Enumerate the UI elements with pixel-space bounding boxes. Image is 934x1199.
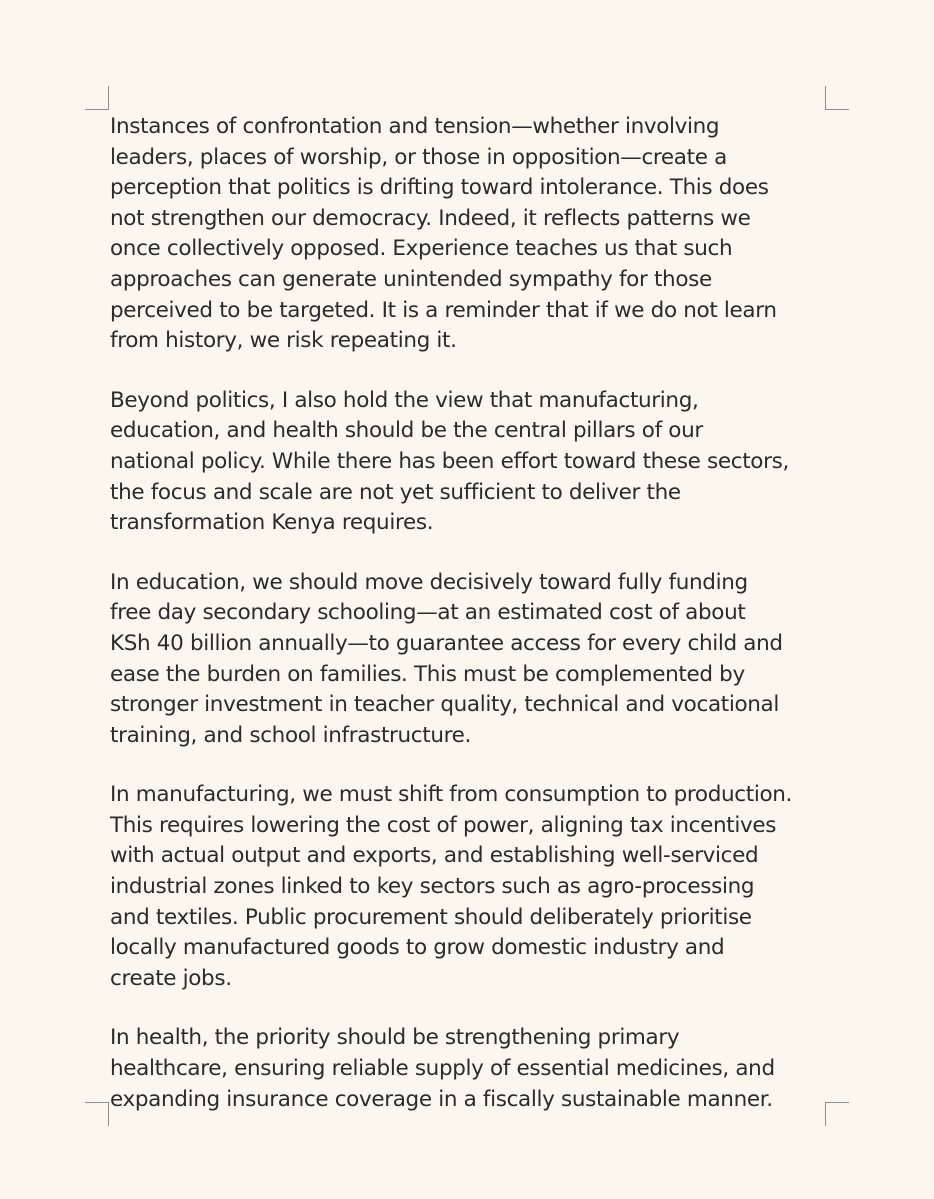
document-body bbox=[110, 112, 830, 1144]
crop-mark-top-left-icon bbox=[85, 86, 109, 110]
paragraph-democracy: Instances of confrontation and tension—whether involving leaders, places of worship, or those in opposition—create a perception that politics is drifting toward intolerance. This does not strengthen our democracy. Indeed, it reflects patterns we once collectively opposed. Experience teaches us that such approaches can generate unintended sympathy for those perceived to be targeted. It is a reminder that if we do not learn from history, we risk repeating it. bbox=[110, 114, 777, 354]
paragraph-education: In education, we should move decisively toward fully funding free day secondary schooling—at an estimated cost of about KSh 40 billion annually—to guarantee access for every child and ease the burden on families. This must be complemented by stronger investment in teacher quality, technical and vocational training, and school infrastructure. bbox=[110, 569, 783, 748]
paragraph-policy-pillars: Beyond politics, I also hold the view that manufacturing, education, and health should be the central pillars of our national policy. While there has been effort toward these sectors, the focus and scale are not yet sufficient to deliver the transformation Kenya requires. bbox=[110, 387, 789, 536]
paragraph-manufacturing: In manufacturing, we must shift from consumption to production. This requires lowering the cost of power, aligning tax incentives with actual output and exports, and establishing well-serviced industrial zones linked to key sectors such as agro-processing and textiles. Public procurement should deliberately prioritise locally manufactured goods to grow domestic industry and create jobs. bbox=[110, 782, 793, 991]
crop-mark-bottom-left-icon bbox=[85, 1102, 109, 1126]
paragraph-health: In health, the priority should be strengthening primary healthcare, ensuring reliable supply of essential medicines, and expanding insurance coverage in a fiscally sustainable manner. bbox=[110, 1025, 775, 1112]
crop-mark-top-right-icon bbox=[825, 86, 849, 110]
